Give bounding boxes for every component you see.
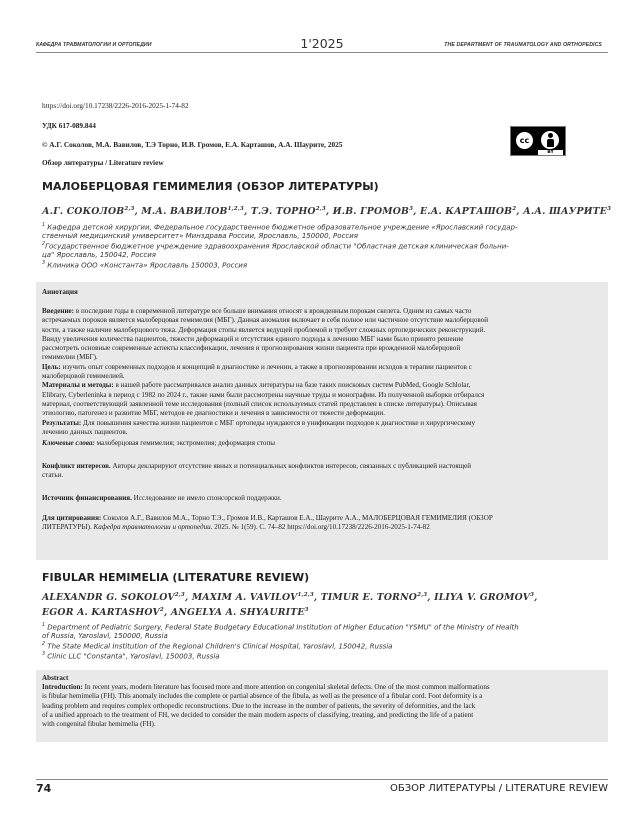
- running-header-right: THE DEPARTMENT OF TRAUMATOLOGY AND ORTHOPEDICS: [444, 42, 602, 48]
- ru-conflict-of-interest: Конфликт интересов. Авторы декларируют отсутствие явных и потенциальных конфликтов интересов, связанных с публикацией настоящей статьи.: [42, 462, 472, 480]
- en-author: MAXIM A. VAVILOV: [191, 592, 298, 604]
- cc-by-license-badge[interactable]: [510, 126, 566, 156]
- ru-author: А.А. ШАУРИТЕ: [523, 206, 608, 218]
- en-author: ILIYA V. GROMOV: [434, 592, 531, 604]
- ru-author: Е.А. КАРТАШОВ: [420, 206, 513, 218]
- by-label: BY: [538, 150, 563, 155]
- ru-affiliation-1: $^1$ Кафедра детской хирургии, Федеральное государственное бюджетное образовательное учреждение «Ярославский государ-: [42, 223, 518, 232]
- header-divider: [36, 52, 608, 53]
- ru-author: А.Г. СОКОЛОВ: [42, 206, 125, 218]
- ru-affiliation-3: $^3$ Клиника ООО «Константа» Ярославль 150003, Россия: [42, 260, 248, 270]
- en-authors-line-2: EGOR A. KARTASHOV$^2$, ANGELYA A. SHYAURITE$^3$: [42, 607, 309, 619]
- en-affiliation-3: $^3$ Clinic LLC "Constanta", Yaroslavl, 150003, Russia: [42, 652, 220, 661]
- en-authors-line-1: ALEXANDR G. SOKOLOV$^{2,3}$, MAXIM A. VAVILOV$^{1,2,3}$, TIMUR E. TORNO$^{2,3}$, ILIYA V. GROMOV$^3$,: [42, 592, 538, 604]
- attribution-person-icon: [540, 130, 560, 150]
- cc-icon: cc: [514, 130, 535, 151]
- ru-abstract-heading: Аннотация: [42, 288, 78, 296]
- ru-introduction: Введение: в последние годы в современной литературе все больше внимания относят к врожденным порокам скелета. Одним из самых часто встречаемых пороков является малоберцовая гемимелия (МБГ). Данная аномалия включает в себя полное или частичное отсутствие малоберцовой кости, а также наличие малоберцового тяжа. Деформация стопы является ведущей проблемой и требует сложных ортопедических реконструкций. Ввиду увеличения количества пациентов, тяжести деформаций и отсутствия единого подхода к лечению МБГ нами было принято решение рассмотреть основные современные аспекты классификации, лечения и прогнозирования жизни пациента при врожденной малоберцовой гемимелии (МБГ). Цель: изучить опыт современных подходов и концепций в диагностике и лечении, а также в прогнозировании исходов в терапии пациентов с малоберцовой гемимелией. Материалы и методы: в нашей работе рассматривался анализ данных литературы на базе таких поисковых систем PubMed, Google Schlolar, Elibrary, Cyberleninka в период с 1982 по 2024 г., также нами были рассмотрены научные труды и монографии. Из полученной выборки отбирался материал, соответствующий заявленной теме исследования (полный список используемых статей представлен в списке литературы). Описывая этиологию, патогенез и развитие МБГ, методов ее диагностики и лечения в зависимости от тяжести деформации. Результаты: Для повышения качества жизни пациентов с МБГ ортопеды нуждаются в унификации подходов к диагностике и хирургическому лечению данных пациентов.: [42, 307, 489, 436]
- ru-affiliations: $^1$ Кафедра детской хирургии, Федеральное государственное бюджетное образовательное учреждение «Ярославский государ- ственный медицинский университет» Минздрава России, Ярославль, 150000, Россия $^2$Государственное бюджетное учреждение здравоохранения Ярославской области "Областная детская клиническая больни- ца" Ярославль, 150042, Россия $^3$ Клиника ООО «Константа» Ярославль 150003, Россия: [42, 222, 602, 270]
- en-author: EGOR A. KARTASHOV: [42, 607, 160, 619]
- running-header-left: КАФЕДРА ТРАВМАТОЛОГИИ И ОРТОПЕДИИ: [36, 42, 152, 48]
- ru-funding: Источник финансирования. Исследование не имело спонсорской поддержки.: [42, 494, 282, 502]
- en-author: TIMUR E. TORNO: [320, 592, 418, 604]
- ru-affiliation-2: $^2$Государственное бюджетное учреждение здравоохранения Ярославской области "Областная детская клиническая больни-: [42, 241, 509, 251]
- ru-author: И.В. ГРОМОВ: [332, 206, 410, 218]
- doi-link[interactable]: https://doi.org/10.17238/2226-2016-2025-1-74-82: [42, 101, 189, 110]
- ru-keywords: Ключевые слова: малоберцовая гемимелия; экстромелия; деформация стопы: [42, 439, 276, 447]
- ru-article-title: МАЛОБЕРЦОВАЯ ГЕМИМЕЛИЯ (ОБЗОР ЛИТЕРАТУРЫ): [42, 180, 379, 193]
- en-abstract-heading: Abstract: [42, 674, 69, 682]
- en-abstract-box: [36, 670, 608, 742]
- en-affiliation-1: $^1$ Department of Pediatric Surgery, Federal State Budgetary Educational Institution of Higher Education "YSMU" of the Ministry of Health: [42, 623, 519, 632]
- en-affiliations: $^1$ Department of Pediatric Surgery, Federal State Budgetary Educational Institution of Higher Education "YSMU" of the Ministry of Health of Russia, Yaroslavl, 150000, Russia $^2$ The State Medical Institution of the Regional Children's Clinical Hospital, Yaroslavl, 150042, Russia $^3$ Clinic LLC "Constanta", Yaroslavl, 150003, Russia: [42, 622, 602, 661]
- udk-code: УДК 617-089.844: [42, 121, 96, 130]
- ru-citation: Для цитирования: Соколов А.Г., Вавилов М.А., Торно Т.Э., Громов И.В., Карташов Е.А., Шаурите А.А., МАЛОБЕРЦОВАЯ ГЕМИМЕЛИЯ (ОБЗОР ЛИТЕРАТУРЫ). Кафедра травматологии и ортопедии. 2025. № 1(59). С. 74–82 https://doi.org/10.17238/2226-2016-2025-1-74-82: [42, 514, 493, 532]
- ru-authors: А.Г. СОКОЛОВ$^{2,3}$, М.А. ВАВИЛОВ$^{1,2,3}$, Т.Э. ТОРНО$^{2,3}$, И.В. ГРОМОВ$^3$, Е.А. КАРТАШОВ$^2$, А.А. ШАУРИТЕ$^3$: [42, 206, 612, 218]
- issue-number: 1'2025: [300, 36, 344, 51]
- footer-divider: [36, 779, 608, 780]
- ru-author: Т.Э. ТОРНО: [250, 206, 316, 218]
- ru-author: М.А. ВАВИЛОВ: [141, 206, 228, 218]
- en-author: ALEXANDR G. SOKOLOV: [42, 592, 175, 604]
- en-introduction: Introduction: In recent years, modern literature has focused more and more attention on congenital skeletal defects. One of the most common malformations is fibular hemimelia (FH). This anomaly includes the complete or partial absence of the fibula, as well as the presence of a fibular cord. Foot deformity is a leading problem and requires complex orthopedic reconstructions. Due to the increase in the number of patients, the severity of deformities, and the lack of a unified approach to the treatment of FH, we decided to consider the main modern aspects of classifying, treating, and predicting the life of a patient with congenital fibular hemimelia (FH).: [42, 683, 490, 729]
- article-type: Обзор литературы / Literature review: [42, 158, 164, 167]
- footer-section-label: ОБЗОР ЛИТЕРАТУРЫ / LITERATURE REVIEW: [390, 783, 608, 794]
- en-affiliation-2: $^2$ The State Medical Institution of the Regional Children's Clinical Hospital, Yaroslavl, 150042, Russia: [42, 641, 393, 651]
- copyright-line: © А.Г. Соколов, М.А. Вавилов, Т.Э Торно, И.В. Громов, Е.А. Карташов, А.А. Шаурите, 2025: [42, 140, 343, 149]
- en-author: ANGELYA A. SHYAURITE: [170, 607, 305, 619]
- ru-abstract-box: [36, 282, 608, 560]
- page-number: 74: [36, 782, 52, 795]
- en-article-title: FIBULAR HEMIMELIA (LITERATURE REVIEW): [42, 571, 310, 584]
